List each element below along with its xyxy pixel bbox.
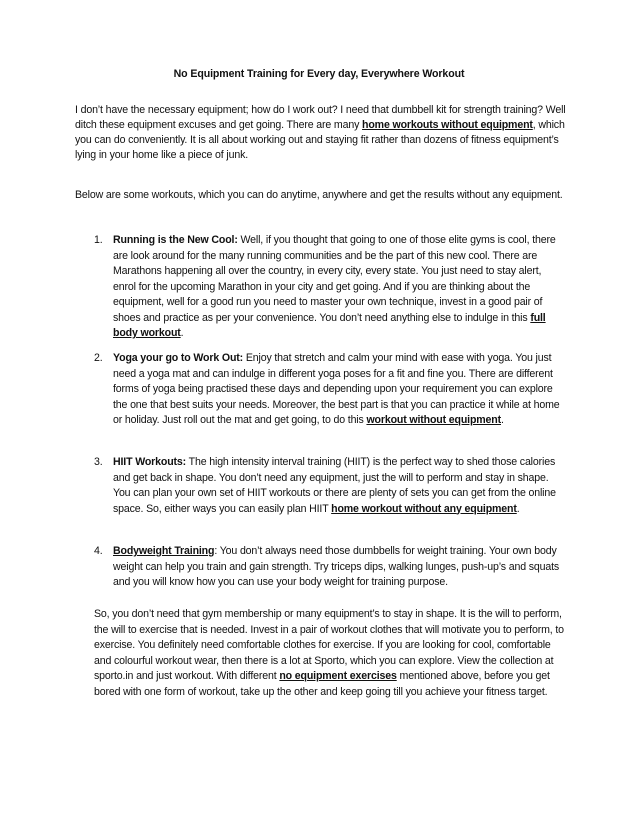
link-home-workouts-without-equipment[interactable]: home workouts without equipment — [362, 119, 533, 131]
link-home-workout-without-any-equipment[interactable]: home workout without any equipment — [331, 502, 517, 515]
list-number: 3. — [94, 456, 103, 468]
item-heading: HIIT Workouts: — [113, 456, 187, 468]
item-tail: . — [501, 414, 504, 426]
document-title: No Equipment Training for Every day, Everywhere Workout — [173, 68, 465, 80]
intro-text-1: I don’t have the necessary equipment; how do I work out? I need that dumbbell kit for strength training? Well ditch these equipment excuses and get going. There are many — [75, 104, 566, 131]
closing-text-2: mentioned above, before you get bored with one form of workout, take up the other and keep going till you achieve your fitness target. — [94, 670, 550, 698]
item-tail: . — [180, 327, 184, 339]
link-full-body-workout[interactable]: full body workout — [113, 311, 546, 339]
closing-text-1: So, you don’t need that gym membership or many equipment’s to stay in shape. It is the will to perform, the will to exercise that is needed. Invest in a pair of workout clothes that will motivate you to perform, to exercise. You definitely need comfortable clothes for exercise. If you are looking for cool, comfortable and colourful workout wear, then there is a lot at Sporto, which you can explore. View the collection at sporto.in and just workout. With different — [94, 608, 564, 682]
item-text: : You don’t always need those dumbbells for weight training. Your own body weight can help you train and gain strength. Try triceps dips, walking lunges, push-up’s and squats and you will know how you can use your body weight for training purpose. — [113, 545, 560, 588]
list-number: 4. — [94, 545, 103, 557]
item-heading: Bodyweight Training — [113, 545, 215, 557]
item-text: Enjoy that stretch and calm your mind with ease with yoga. You just need a yoga mat and can indulge in different yoga poses for a fit and fine you. There are different forms of yoga being practised these days and depending upon your requirement you can explore the one that best suits your needs. Moreover, the best part is that you can practice it while at home or holiday. Just roll out the mat and get going, to do this — [113, 352, 560, 426]
lead-paragraph: Below are some workouts, which you can do anytime, anywhere and get the results without any equipment. — [75, 189, 563, 201]
list-item-3 — [94, 455, 566, 517]
item-heading: Yoga your go to Work Out: — [113, 352, 244, 364]
list-number: 1. — [94, 234, 103, 246]
list-number: 2. — [94, 352, 103, 364]
intro-text-2: , which you can do conveniently. It is all about working out and staying fit rather than dozens of fitness equipment’s lying in your home like a piece of junk. — [75, 119, 565, 161]
intro-paragraph — [75, 103, 573, 163]
item-heading: Running is the New Cool: — [113, 234, 238, 246]
item-text: The high intensity interval training (HIIT) is the perfect way to shed those calories and get back in shape. You don’t need any equipment, just the will to perform and stay in shape. You can plan your own set of HIIT workouts or there are plenty of sets you can get from the online space. So, either ways you can easily plan HIIT — [113, 456, 556, 515]
list-item-4 — [94, 544, 566, 591]
item-text: Well, if you thought that going to one of those elite gyms is cool, there are look around for the many running communities and be the part of this new cool. There are Marathons happening all over the country, in every city, every state. You just need to stay alert, enrol for the upcoming Marathon in your city and get going. And if you are thinking about the equipment, well for a good run you need to master your own technique, invest in a good pair of shoes and practice as per your convenience. You don’t need anything else to indulge in this — [113, 234, 556, 324]
list-item-2 — [94, 351, 566, 429]
list-item-1 — [94, 233, 566, 342]
closing-paragraph — [94, 607, 566, 700]
link-no-equipment-exercises[interactable]: no equipment exercises — [279, 670, 397, 682]
link-workout-without-equipment[interactable]: workout without equipment — [366, 414, 501, 426]
item-tail: . — [516, 502, 520, 515]
